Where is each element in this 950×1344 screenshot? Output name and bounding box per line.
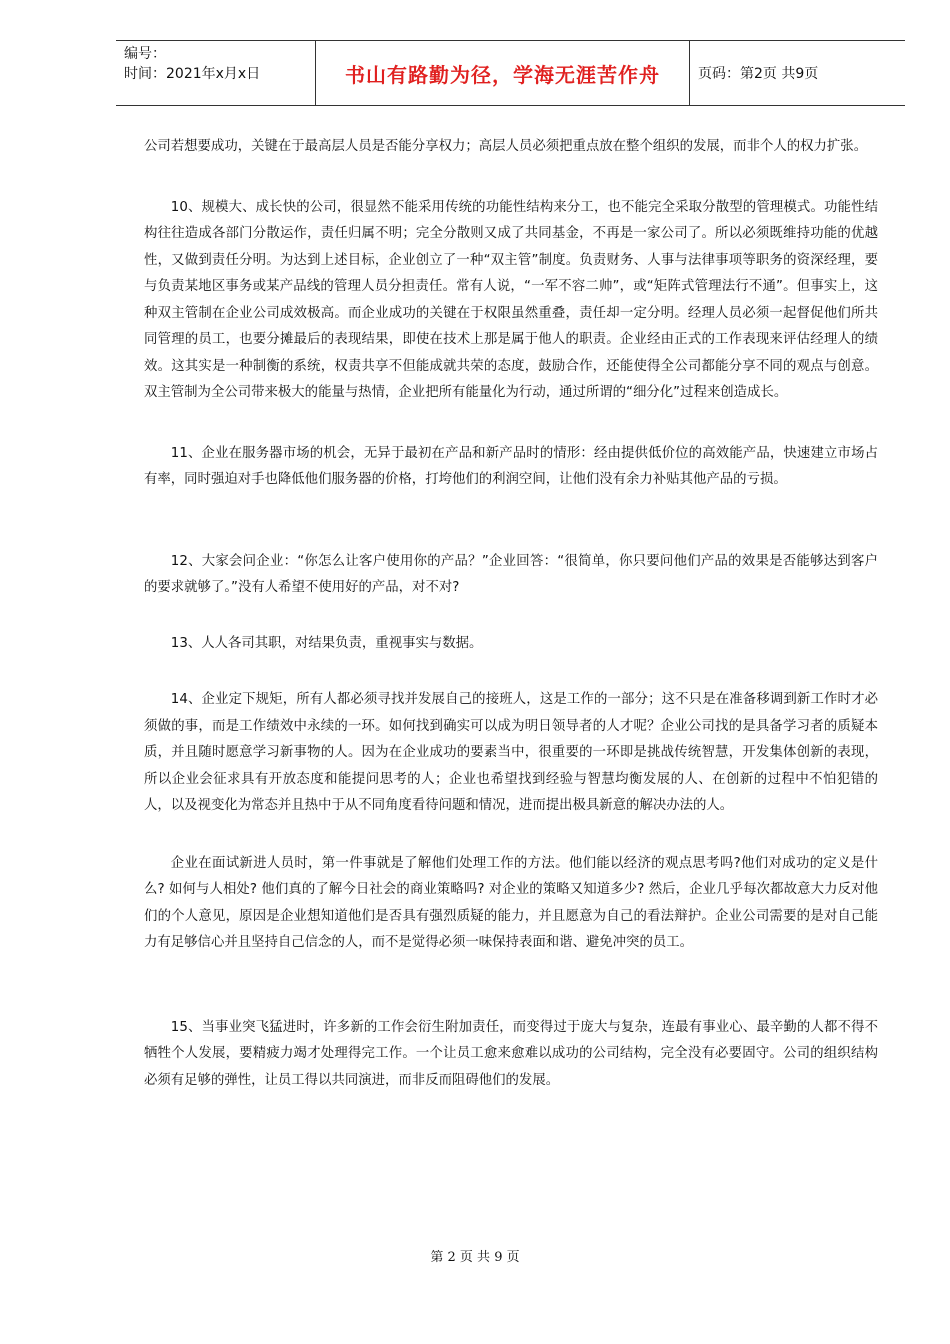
header-motto: 书山有路勤为径，学海无涯苦作舟 [316,41,690,105]
paragraph-14: 14、企业定下规矩，所有人都必须寻找并发展自己的接班人，这是工作的一部分；这不只是在准备移调到新工作时才必须做的事，而是工作绩效中永续的一环。如何找到确实可以成为明日领导者的人才呢？企业公司找的是具备学习者的质疑本质，并且随时愿意学习新事物的人。因为在企业成功的要素当中，很重要的一环即是挑战传统智慧，开发集体创新的表现，所以企业会征求具有开放态度和能提问思考的人；企业也希望找到经验与智慧均衡发展的人、在创新的过程中不怕犯错的人，以及视变化为常态并且热中于从不同角度看待问题和情况，进而提出极具新意的解决办法的人。 [144,692,878,813]
time-label: 时间：2021年x月x日 [124,66,261,82]
number-label: 编号： [124,46,166,62]
page-footer: 第 2 页 共 9 页 [430,1250,520,1265]
header-meta-cell [116,41,316,105]
paragraph-12: 12、大家会问企业：“你怎么让客户使用你的产品？”企业回答：“很简单，你只要问他们产品的效果是否能够达到客户的要求就够了。”没有人希望不使用好的产品，对不对? [144,553,878,595]
paragraph-intro: 公司若想要成功，关键在于最高层人员是否能分享权力；高层人员必须把重点放在整个组织的发展，而非个人的权力扩张。 [144,139,868,154]
paragraph-10: 10、规模大、成长快的公司，很显然不能采用传统的功能性结构来分工，也不能完全采取分散型的管理模式。功能性结构往往造成各部门分散运作，责任归属不明；完全分散则又成了共同基金，不再是一家公司了。所以必须既维持功能的优越性，又做到责任分明。为达到上述目标，企业创立了一种“双主管”制度。负责财务、人事与法律事项等职务的资深经理，要与负责某地区事务或某产品线的管理人员分担责任。常有人说，“一军不容二帅”，或“矩阵式管理法行不通”。但事实上，这种双主管制在企业公司成效极高。而企业成功的关键在于权限虽然重叠，责任却一定分明。经理人员必须一起督促他们所共同管理的员工，也要分摊最后的表现结果，即使在技术上那是属于他人的职责。企业经由正式的工作表现来评估经理人的绩效。这其实是一种制衡的系统，权责共享不但能成就共荣的态度，鼓励合作，还能使得全公司都能分享不同的观点与创意。双主管制为全公司带来极大的能量与热情，企业把所有能量化为行动，通过所谓的“细分化”过程来创造成长。 [144,199,878,400]
document-body [144,134,878,1094]
paragraph-14-followup: 企业在面试新进人员时，第一件事就是了解他们处理工作的方法。他们能以经济的观点思考吗?他们对成功的定义是什么? 如何与人相处? 他们真的了解今日社会的商业策略吗? 对企业的策略又知道多少? 然后，企业几乎每次都故意大力反对他们的个人意见，原因是企业想知道他们是否具有强烈质疑的能力，并且愿意为自己的看法辩护。企业公司需要的是对自己能力有足够信心并且坚持自己信念的人，而不是觉得必须一味保持表面和谐、避免冲突的员工。 [144,855,878,950]
header-page-label: 页码：第2页 共9页 [698,66,819,82]
paragraph-11: 11、企业在服务器市场的机会，无异于最初在产品和新产品时的情形：经由提供低价位的高效能产品，快速建立市场占有率，同时强迫对手也降低他们服务器的价格，打垮他们的利润空间，让他们没有余力补贴其他产品的亏损。 [144,445,878,487]
document-header [116,40,905,106]
paragraph-15: 15、当事业突飞猛进时，许多新的工作会衍生附加责任，而变得过于庞大与复杂，连最有事业心、最辛勤的人都不得不牺牲个人发展，要精疲力竭才处理得完工作。一个让员工愈来愈难以成功的公司结构，完全没有必要固守。公司的组织结构必须有足够的弹性，让员工得以共同演进，而非反而阻碍他们的发展。 [144,1019,878,1088]
paragraph-13: 13、人人各司其职，对结果负责，重视事实与数据。 [170,635,483,651]
